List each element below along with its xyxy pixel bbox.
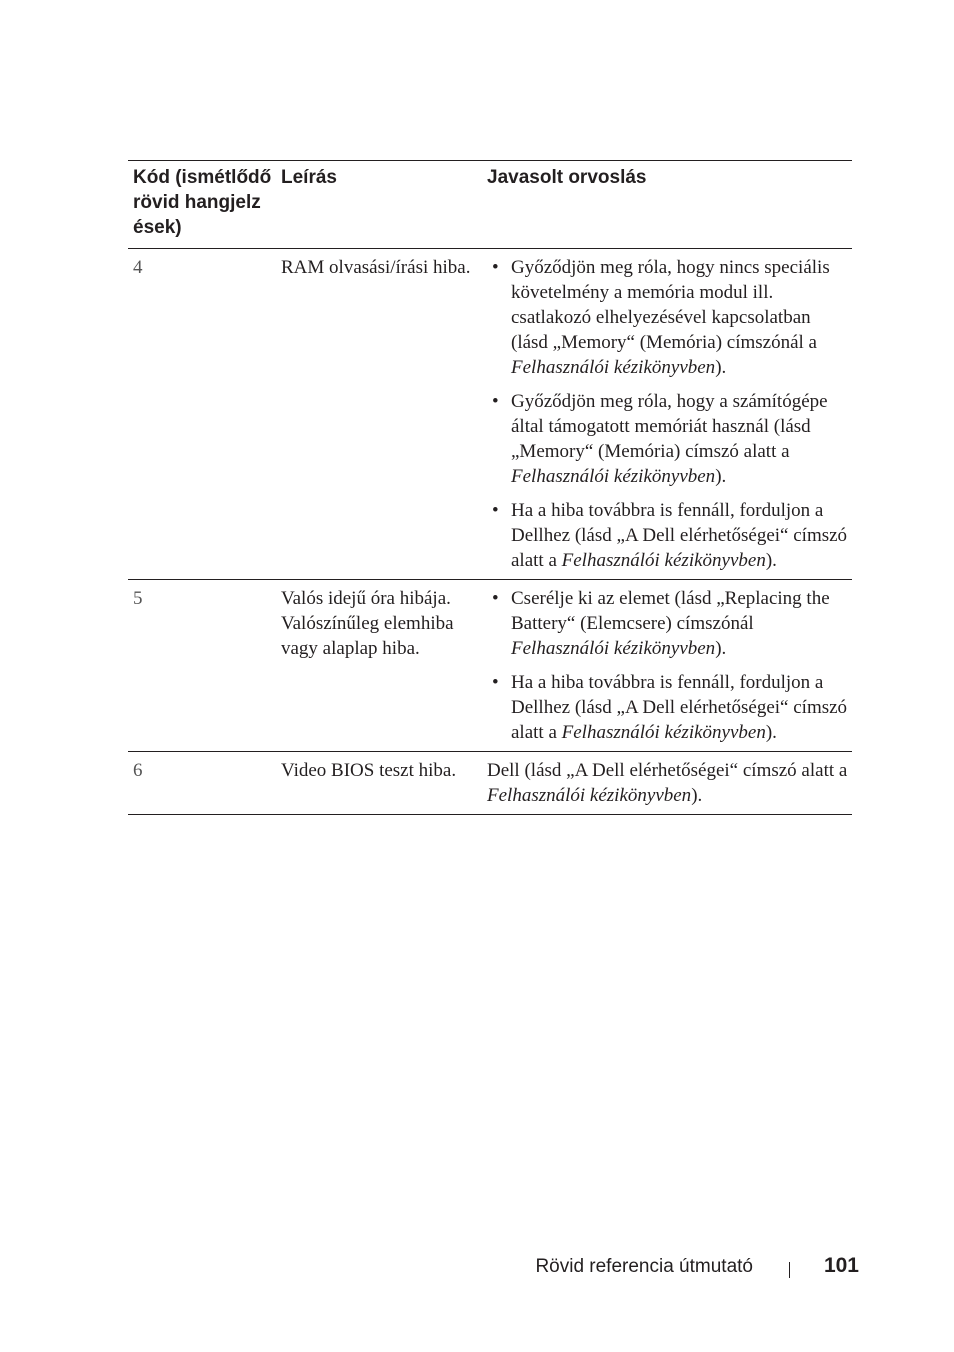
row-description: Valós idejű óra hibája. Valószínűleg elemhiba vagy alaplap hiba. <box>281 588 454 659</box>
table-row <box>128 580 852 752</box>
remedy-list <box>487 255 852 573</box>
table-row <box>128 752 852 815</box>
row-remedy <box>487 586 852 745</box>
footer-separator <box>789 1262 790 1278</box>
remedy-item: • Cserélje ki az elemet (lásd „Replacing the Battery“ (Elemcsere) címszónál Felhasználói kézikönyvben). <box>487 586 852 661</box>
page-number: 101 <box>823 1254 859 1277</box>
header-description: Leírás <box>281 167 337 188</box>
remedy-item: • Ha a hiba továbbra is fennáll, forduljon a Dellhez (lásd „A Dell elérhetőségei“ címszó alatt a Felhasználói kézikönyvben). <box>487 498 852 573</box>
row-code: 6 <box>133 760 143 781</box>
row-code: 5 <box>133 588 143 609</box>
header-remedy: Javasolt orvoslás <box>487 167 647 188</box>
row-code: 4 <box>133 257 143 278</box>
row-remedy <box>487 255 852 573</box>
footer-title: Rövid referencia útmutató <box>535 1256 753 1277</box>
remedy-list <box>487 586 852 745</box>
row-description: Video BIOS teszt hiba. <box>281 760 457 781</box>
remedy-item: • Győződjön meg róla, hogy nincs speciális követelmény a memória modul ill. csatlakozó elhelyezésével kapcsolatban (lásd „Memory“ (Memória) címszónál a Felhasználói kézikönyvben). <box>487 255 852 380</box>
remedy-item: • Győződjön meg róla, hogy a számítógépe által támogatott memóriát használ (lásd „Memory“ (Memória) címszó alatt a Felhasználói kézikönyvben). <box>487 389 852 489</box>
header-code: Kód (ismétlődő rövid hangjelz ések) <box>133 167 272 238</box>
page-footer <box>0 1254 954 1284</box>
table-row <box>128 249 852 580</box>
row-remedy: Dell (lásd „A Dell elérhetőségei“ címszó alatt a Felhasználói kézikönyvben). <box>487 760 848 806</box>
beep-code-table <box>128 160 852 815</box>
table-header-row <box>128 161 852 249</box>
row-description: RAM olvasási/írási hiba. <box>281 257 471 278</box>
remedy-item: • Ha a hiba továbbra is fennáll, forduljon a Dellhez (lásd „A Dell elérhetőségei“ címszó alatt a Felhasználói kézikönyvben). <box>487 670 852 745</box>
